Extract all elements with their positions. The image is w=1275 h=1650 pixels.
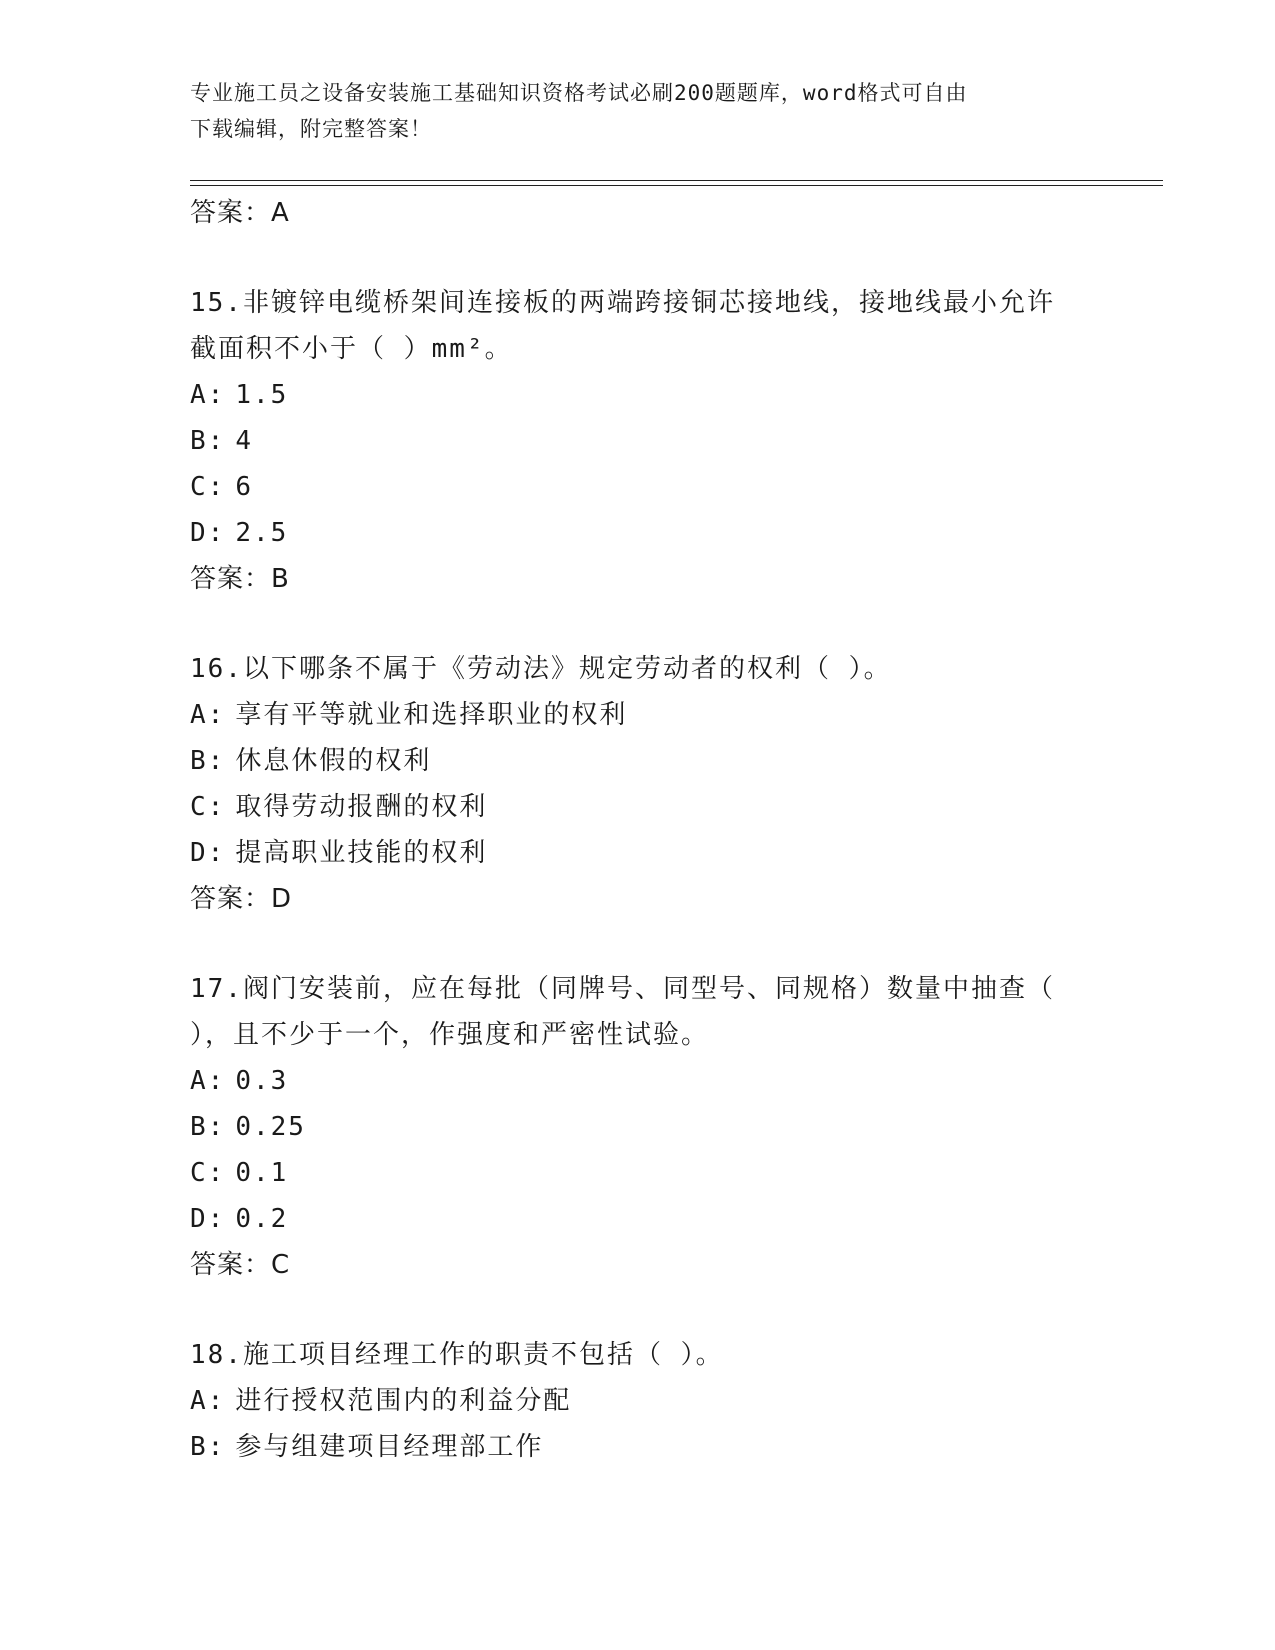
option-key: B:: [190, 746, 226, 776]
option-key: D:: [190, 1204, 226, 1234]
option-key: B:: [190, 426, 226, 456]
question-text-line: 截面积不小于（ ）mm²。: [190, 334, 513, 364]
option-row: [190, 1424, 1090, 1470]
option-key: B:: [190, 1432, 226, 1462]
option-key: B:: [190, 1112, 226, 1142]
option-key: D:: [190, 838, 226, 868]
header-divider-bottom: [190, 185, 1163, 186]
question-text-line: 17.阀门安装前，应在每批（同牌号、同型号、同规格）数量中抽查（: [190, 974, 1055, 1004]
document-header: [190, 75, 1090, 147]
question-block: [190, 280, 1090, 602]
question-text: [190, 1332, 1090, 1378]
option-row: [190, 1104, 1090, 1150]
header-divider-top: [190, 180, 1163, 181]
option-key: D:: [190, 518, 226, 548]
option-row: [190, 784, 1090, 830]
option-row: [190, 1058, 1090, 1104]
option-value: 享有平等就业和选择职业的权利: [235, 700, 628, 730]
question-text: [190, 966, 1090, 1058]
option-row: [190, 418, 1090, 464]
option-row: [190, 510, 1090, 556]
option-row: [190, 830, 1090, 876]
option-value: 进行授权范围内的利益分配: [235, 1386, 572, 1416]
option-row: [190, 464, 1090, 510]
option-key: C:: [190, 792, 226, 822]
answer-line: 答案：B: [190, 564, 290, 594]
option-row: [190, 1150, 1090, 1196]
question-text-line: 16.以下哪条不属于《劳动法》规定劳动者的权利（ ）。: [190, 654, 892, 684]
question-text-line: 15.非镀锌电缆桥架间连接板的两端跨接铜芯接地线，接地线最小允许: [190, 288, 1055, 318]
option-value: 6: [235, 472, 253, 502]
question-text-line: ），且不少于一个，作强度和严密性试验。: [190, 1020, 710, 1050]
option-value: 0.2: [235, 1204, 289, 1234]
option-key: A:: [190, 700, 226, 730]
option-key: C:: [190, 472, 226, 502]
question-text-line: 18.施工项目经理工作的职责不包括（ ）。: [190, 1340, 724, 1370]
option-value: 0.1: [235, 1158, 289, 1188]
question-block: [190, 1332, 1090, 1470]
option-value: 提高职业技能的权利: [235, 838, 488, 868]
option-value: 0.25: [235, 1112, 306, 1142]
option-row: [190, 1378, 1090, 1424]
option-row: [190, 738, 1090, 784]
header-line-1: 专业施工员之设备安装施工基础知识资格考试必刷200题题库，word格式可自由: [190, 81, 968, 105]
option-value: 取得劳动报酬的权利: [235, 792, 488, 822]
option-row: [190, 372, 1090, 418]
header-line-2: 下载编辑，附完整答案！: [190, 117, 432, 141]
option-value: 4: [235, 426, 253, 456]
answer-line: 答案：C: [190, 1250, 291, 1280]
option-value: 参与组建项目经理部工作: [235, 1432, 544, 1462]
option-key: C:: [190, 1158, 226, 1188]
answer-line: 答案：A: [190, 198, 290, 228]
question-block: [190, 646, 1090, 922]
answer-line: 答案：D: [190, 884, 293, 914]
option-row: [190, 1196, 1090, 1242]
option-row: [190, 692, 1090, 738]
option-value: 2.5: [235, 518, 289, 548]
option-key: A:: [190, 1066, 226, 1096]
question-text: [190, 280, 1090, 372]
question-block: [190, 966, 1090, 1288]
option-value: 休息休假的权利: [235, 746, 432, 776]
question-text: [190, 646, 1090, 692]
option-key: A:: [190, 1386, 226, 1416]
document-body: [190, 190, 1090, 1470]
option-value: 1.5: [235, 380, 289, 410]
option-value: 0.3: [235, 1066, 289, 1096]
option-key: A:: [190, 380, 226, 410]
